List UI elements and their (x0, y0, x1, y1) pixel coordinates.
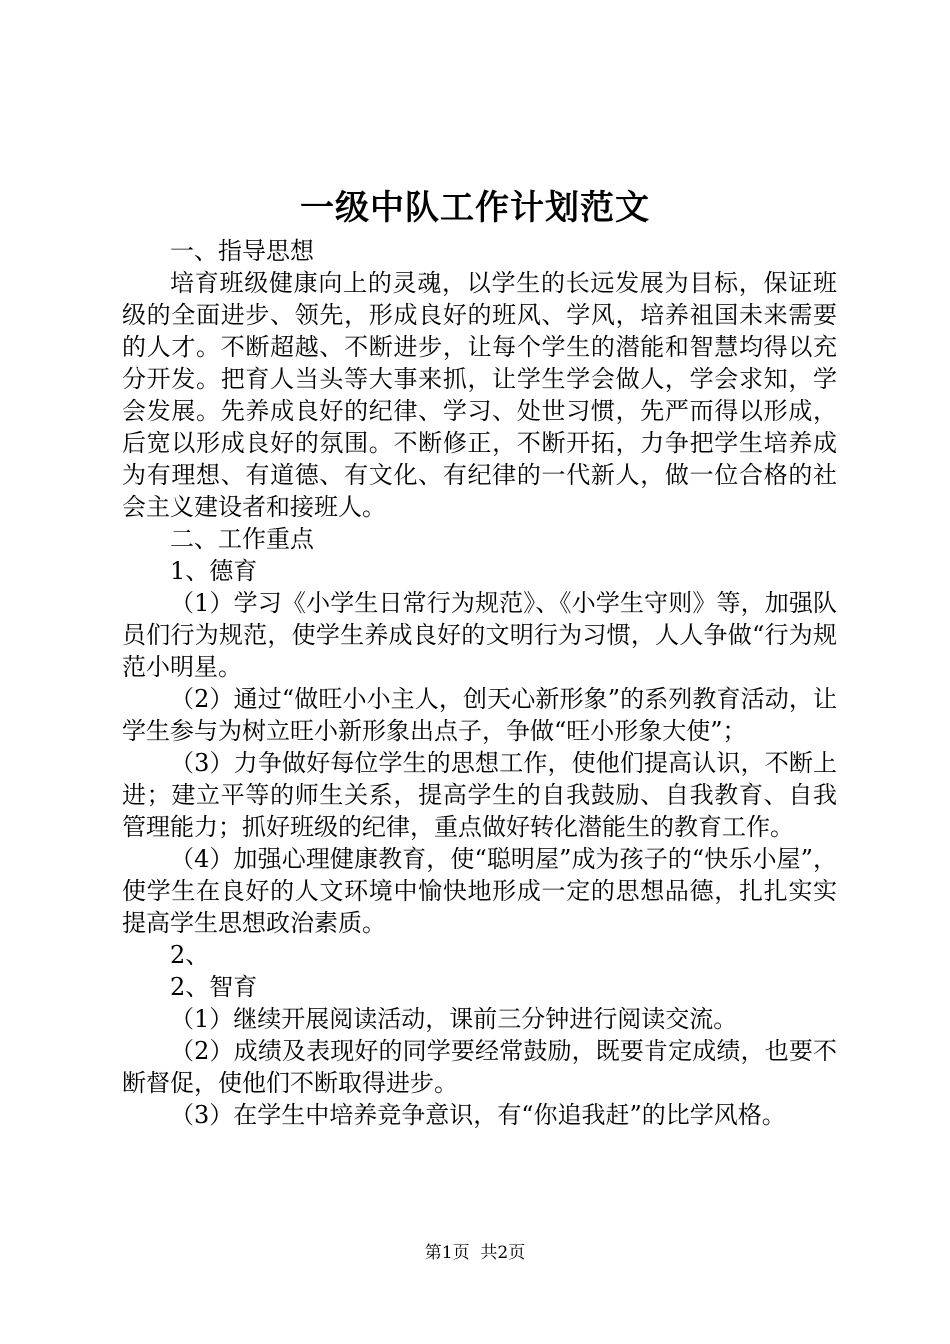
section-heading-guiding-thought: 一、指导思想 (170, 237, 314, 265)
paragraph-guiding-thought: 培育班级健康向上的灵魂，以学生的长远发展为目标，保证班级的全面进步、领先，形成良好的班风、学风，培养祖国未来需要的人才。不断超越、不断进步，让每个学生的潜能和智慧均得以充分开发。把育人当头等大事来抓，让学生学会做人，学会求知，学会发展。先养成良好的纪律、学习、处世习惯，先严而得以形成，后宽以形成良好的氛围。不断修正，不断开拓，力争把学生培养成为有理想、有道德、有文化、有纪律的一代新人，做一位合格的社会主义建设者和接班人。 (122, 269, 837, 521)
document-title: 一级中队工作计划范文 (300, 188, 650, 228)
paragraph-intellectual-item-3: （3）在学生中培养竞争意识，有“你追我赶”的比学风格。 (170, 1101, 786, 1129)
page-footer: 第1页 共2页 (424, 1243, 526, 1263)
subheading-moral-education: 1、德育 (170, 557, 258, 585)
section-heading-work-focus: 二、工作重点 (170, 525, 314, 553)
paragraph-moral-item-4: （4）加强心理健康教育，使“聪明屋”成为孩子的“快乐小屋”，使学生在良好的人文环境中愉快地形成一定的思想品德，扎扎实实提高学生思想政治素质。 (122, 845, 837, 937)
paragraph-intellectual-item-1: （1）继续开展阅读活动，课前三分钟进行阅读交流。 (170, 1005, 738, 1033)
paragraph-number-fragment: 2、 (170, 941, 210, 969)
document-body (122, 235, 837, 1131)
paragraph-moral-item-3: （3）力争做好每位学生的思想工作，使他们提高认识，不断上进；建立平等的师生关系，提高学生的自我鼓励、自我教育、自我管理能力；抓好班级的纪律，重点做好转化潜能生的教育工作。 (122, 749, 837, 841)
subheading-intellectual-education: 2、智育 (170, 973, 258, 1001)
paragraph-moral-item-1: （1）学习《小学生日常行为规范》、《小学生守则》等，加强队员们行为规范，使学生养成良好的文明行为习惯，人人争做“行为规范小明星。 (122, 589, 837, 681)
paragraph-intellectual-item-2: （2）成绩及表现好的同学要经常鼓励，既要肯定成绩，也要不断督促，使他们不断取得进步。 (122, 1037, 837, 1097)
paragraph-moral-item-2: （2）通过“做旺小小主人，创天心新形象”的系列教育活动，让学生参与为树立旺小新形象出点子，争做“旺小形象大使”； (122, 685, 837, 745)
